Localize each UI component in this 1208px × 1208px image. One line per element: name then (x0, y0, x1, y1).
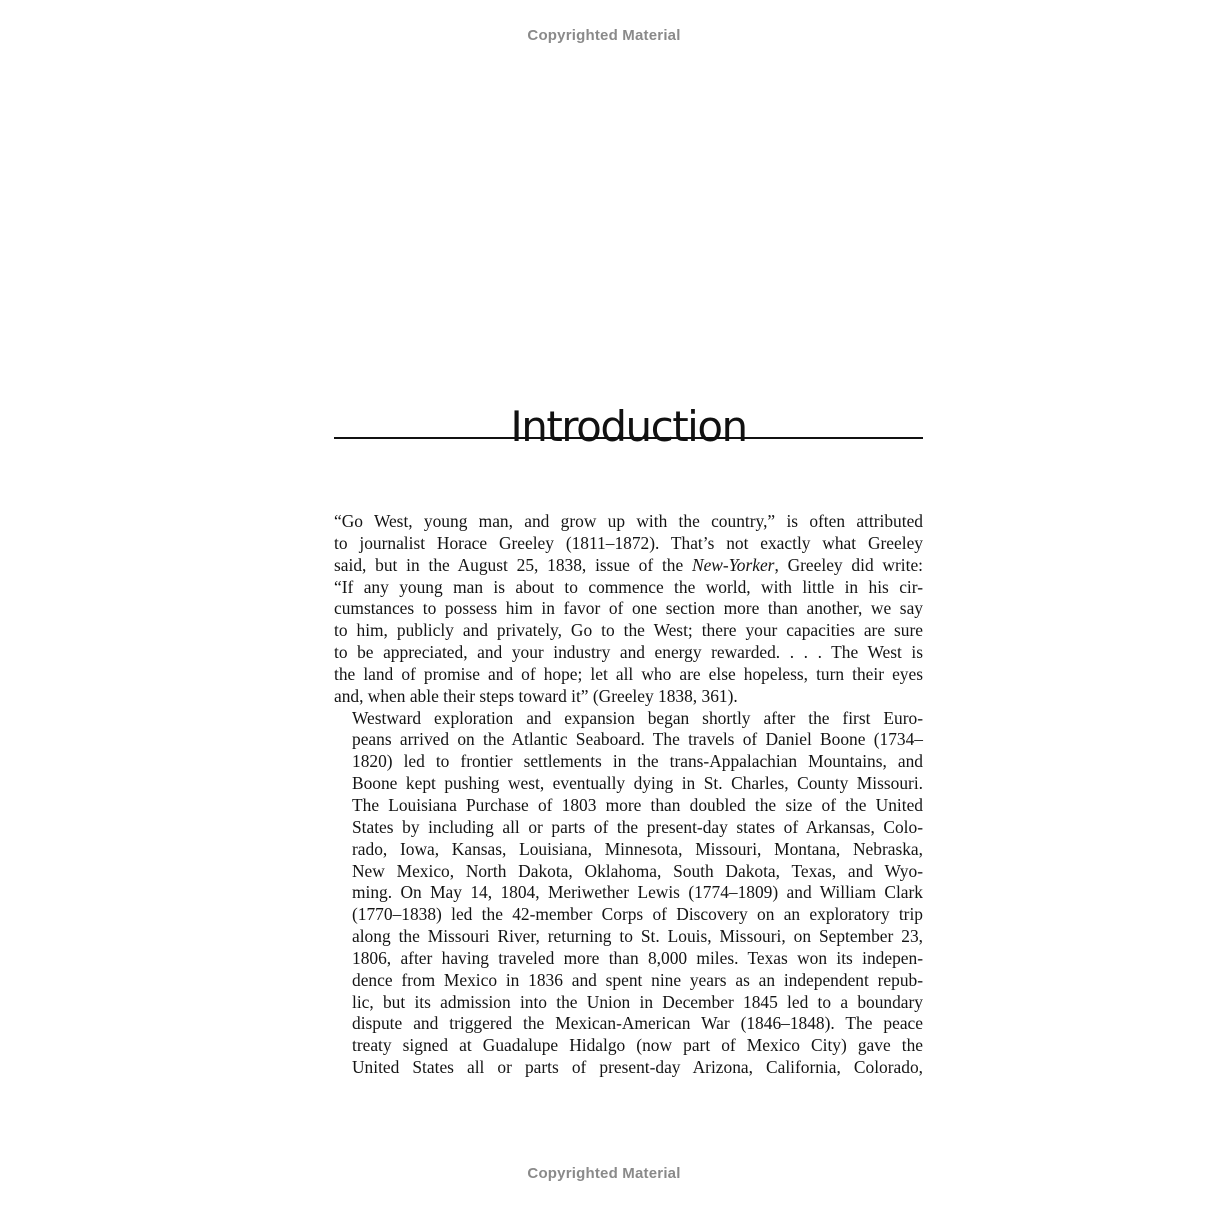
chapter-title: Introduction (510, 402, 747, 452)
text-line: lic, but its admission into the Union in December 1845 led to a boundary (352, 991, 923, 1012)
text-line: Westward exploration and expansion began shortly after the first Euro- (352, 707, 923, 728)
copyright-watermark-top: Copyrighted Material (527, 27, 681, 44)
publication-title: New-Yorker (691, 554, 775, 575)
text-line: and, when able their steps toward it” (Greeley 1838, 361). (334, 685, 738, 706)
text-line: 1820) led to frontier settlements in the trans-Appalachian Mountains, and (352, 751, 923, 772)
text-line: States by including all or parts of the present-day states of Arkansas, Colo- (352, 816, 923, 837)
text-line (334, 555, 923, 577)
text-line: New Mexico, North Dakota, Oklahoma, South Dakota, Texas, and Wyo- (352, 860, 923, 881)
body-text (334, 511, 923, 1079)
text-line: Boone kept pushing west, eventually dying in St. Charles, County Missouri. (352, 773, 923, 794)
text-segment: , Greeley did write: (774, 554, 923, 575)
text-line: “Go West, young man, and grow up with the country,” is often attributed (334, 511, 923, 531)
text-line: “If any young man is about to commence the world, with little in his cir- (334, 576, 923, 597)
text-segment: said, but in the August 25, 1838, issue of the (334, 554, 692, 575)
text-line: rado, Iowa, Kansas, Louisiana, Minnesota, Missouri, Montana, Nebraska, (352, 838, 923, 859)
text-line: along the Missouri River, returning to St. Louis, Missouri, on September 23, (352, 926, 923, 947)
text-line: The Louisiana Purchase of 1803 more than doubled the size of the United (352, 794, 923, 815)
text-line: United States all or parts of present-day Arizona, California, Colorado, (352, 1057, 923, 1078)
text-line: ming. On May 14, 1804, Meriwether Lewis (1774–1809) and William Clark (352, 882, 923, 903)
text-line: treaty signed at Guadalupe Hidalgo (now part of Mexico City) gave the (352, 1035, 923, 1056)
paragraph-2 (334, 708, 923, 1079)
text-line: to be appreciated, and your industry and energy rewarded. . . . The West is (334, 642, 923, 663)
title-underline-rule (334, 437, 923, 439)
paragraph-1 (334, 511, 923, 708)
text-line: to journalist Horace Greeley (1811–1872). That’s not exactly what Greeley (334, 532, 923, 553)
text-line: to him, publicly and privately, Go to the West; there your capacities are sure (334, 620, 923, 641)
copyright-watermark-bottom: Copyrighted Material (527, 1165, 681, 1182)
text-line: dispute and triggered the Mexican-American War (1846–1848). The peace (352, 1013, 923, 1034)
text-line: 1806, after having traveled more than 8,000 miles. Texas won its indepen- (352, 947, 923, 968)
text-line: (1770–1838) led the 42-member Corps of Discovery on an exploratory trip (352, 904, 923, 925)
text-line: the land of promise and of hope; let all who are else hopeless, turn their eyes (334, 663, 923, 684)
text-line: dence from Mexico in 1836 and spent nine years as an independent repub- (352, 969, 923, 990)
text-line: cumstances to possess him in favor of one section more than another, we say (334, 598, 923, 619)
text-line: peans arrived on the Atlantic Seaboard. The travels of Daniel Boone (1734– (352, 729, 923, 750)
